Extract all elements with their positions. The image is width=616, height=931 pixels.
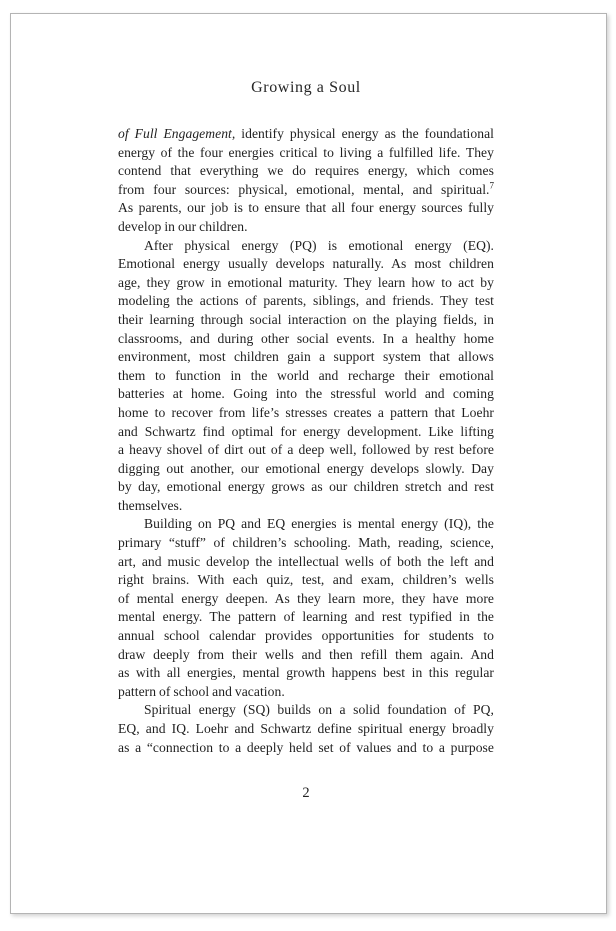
text-line: right brains. With each quiz, test, and exam, children’s wells xyxy=(118,572,494,588)
text-line: environment, most children gain a support system that allows xyxy=(118,349,494,365)
text-line: batteries at home. Going into the stressful world and coming xyxy=(118,386,494,402)
text-line xyxy=(118,125,494,144)
text-line: modeling the actions of parents, siblings, and friends. They test xyxy=(118,293,494,309)
text-line: Emotional energy usually develops naturally. As most children xyxy=(118,256,494,272)
text-line: pattern of school and vacation. xyxy=(118,683,285,699)
text-line: contend that everything we do requires energy, which comes xyxy=(118,163,494,179)
text-line: annual school calendar provides opportunities for students to xyxy=(118,628,494,644)
body-text xyxy=(118,125,494,757)
text-line: After physical energy (PQ) is emotional energy (EQ). xyxy=(144,237,494,253)
text-line: Building on PQ and EQ energies is mental energy (IQ), the xyxy=(144,516,494,532)
text-line: energy of the four energies critical to living a fulfilled life. They xyxy=(118,144,494,160)
text-segment: of Full Engagement, xyxy=(118,126,236,141)
running-header: Growing a Soul xyxy=(251,79,361,96)
text-segment: from four sources: physical, emotional, mental, and spiritual. xyxy=(118,181,490,197)
text-line xyxy=(118,181,494,200)
footnote-reference: 7 xyxy=(489,180,494,191)
text-line: a heavy shovel of dirt out of a deep well, followed by rest before xyxy=(118,442,494,458)
text-line: and Schwartz find optimal for energy development. Like lifting xyxy=(118,423,494,439)
page-number: 2 xyxy=(302,785,310,801)
text-line: primary “stuff” of children’s schooling. Math, reading, science, xyxy=(118,535,494,551)
text-line: classrooms, and during other social events. In a healthy home xyxy=(118,330,494,346)
text-line: as with all energies, mental growth happens best in this regular xyxy=(118,665,494,681)
text-line: art, and music develop the intellectual wells of both the left and xyxy=(118,553,494,569)
text-line: by day, emotional energy grows as our children stretch and rest xyxy=(118,479,494,495)
text-line: As parents, our job is to ensure that all four energy sources fully xyxy=(118,200,494,216)
text-line: themselves. xyxy=(118,497,183,513)
text-line: them to function in the world and recharge their emotional xyxy=(118,367,494,383)
text-line: EQ, and IQ. Loehr and Schwartz define spiritual energy broadly xyxy=(118,721,494,736)
text-line: develop in our children. xyxy=(118,218,248,234)
text-line: draw deeply from their wells and then refill them again. And xyxy=(118,646,494,662)
text-line: home to recover from life’s stresses creates a pattern that Loehr xyxy=(118,404,494,420)
text-line: mental energy. The pattern of learning and rest typified in the xyxy=(118,609,494,625)
text-line: their learning through social interaction on the playing fields, in xyxy=(118,311,494,327)
text-line: as a “connection to a deeply held set of values and to a purpose xyxy=(118,739,494,755)
text-line: of mental energy deepen. As they learn more, they have more xyxy=(118,590,494,606)
text-line: Spiritual energy (SQ) builds on a solid foundation of PQ, xyxy=(144,702,494,718)
text-line: digging out another, our emotional energy develops slowly. Day xyxy=(118,460,494,476)
book-page xyxy=(10,13,607,914)
text-segment: identify physical energy as the foundational xyxy=(235,126,494,141)
text-line: age, they grow in emotional maturity. They learn how to act by xyxy=(118,274,494,290)
